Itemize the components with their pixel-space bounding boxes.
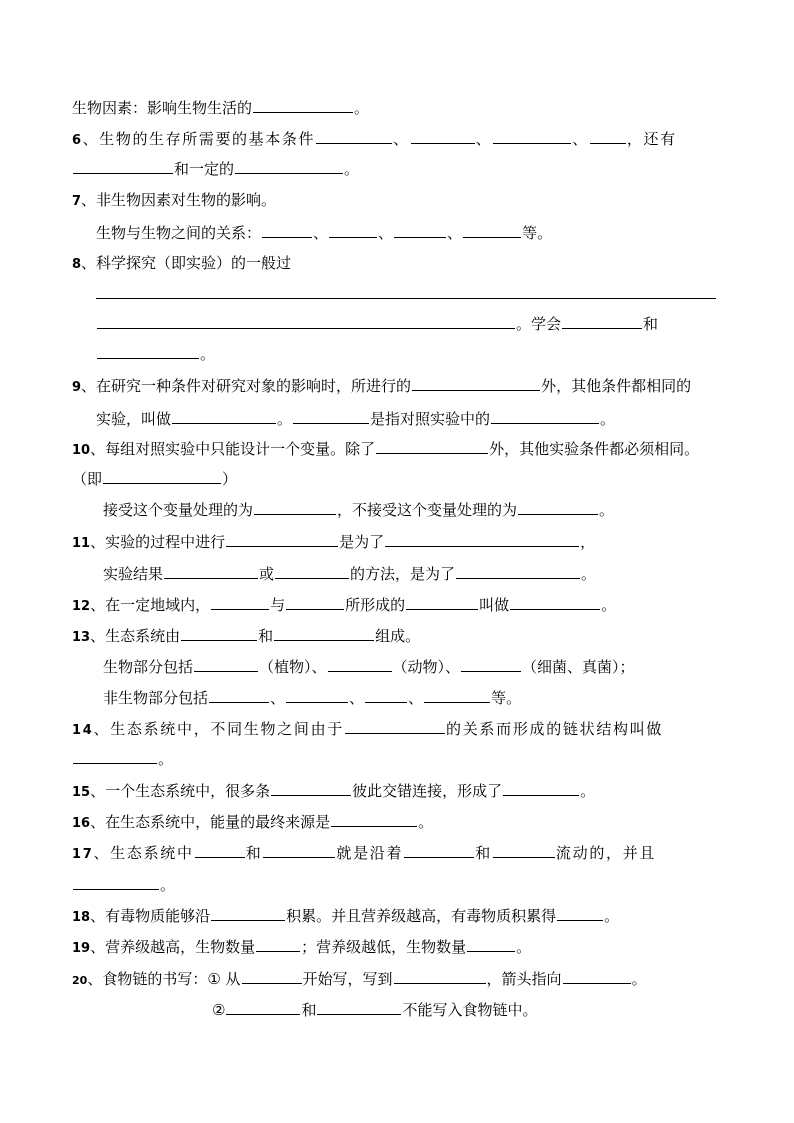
blank[interactable] xyxy=(286,592,344,610)
text: 。 xyxy=(516,938,532,956)
text: 。 xyxy=(604,907,620,925)
text: 接受这个变量处理的为 xyxy=(103,501,254,519)
q8-line1 xyxy=(72,251,291,275)
q9-line2 xyxy=(96,406,615,430)
text: 。 xyxy=(158,750,174,768)
q17-line1 xyxy=(72,840,656,864)
text: 、 xyxy=(572,130,589,148)
text: 、营养级越高，生物数量 xyxy=(90,938,256,956)
blank[interactable] xyxy=(331,809,417,827)
text: 是为了 xyxy=(339,533,385,551)
blank[interactable] xyxy=(256,934,300,952)
text: 、 xyxy=(393,130,410,148)
blank[interactable] xyxy=(226,997,300,1015)
question-number: 18 xyxy=(72,910,91,925)
text: 、食物链的书写：① 从 xyxy=(87,970,241,988)
blank[interactable] xyxy=(562,311,642,329)
text: 。 xyxy=(631,970,647,988)
q16-line xyxy=(72,809,433,833)
text: ） xyxy=(222,470,238,488)
blank[interactable] xyxy=(328,654,392,672)
question-number: 11 xyxy=(72,536,91,551)
blank[interactable] xyxy=(461,654,521,672)
text: （动物）、 xyxy=(392,658,461,676)
text: 、在研究一种条件对研究对象的影响时，所进行的 xyxy=(81,377,412,395)
text: 。 xyxy=(580,782,596,800)
blank[interactable] xyxy=(271,778,351,796)
text: 、有毒物质能够沿 xyxy=(90,907,211,925)
question-number: 6 xyxy=(72,133,83,148)
blank[interactable] xyxy=(412,373,540,391)
q14-line1 xyxy=(72,716,663,740)
question-number: 7 xyxy=(72,194,82,209)
text: 等。 xyxy=(491,689,522,707)
text: 和一定的 xyxy=(174,160,235,178)
text: 。 xyxy=(277,410,293,428)
blank[interactable] xyxy=(456,561,580,579)
blank[interactable] xyxy=(97,311,515,329)
question-number: 8 xyxy=(72,257,82,272)
blank[interactable] xyxy=(385,529,579,547)
text: 非生物部分包括 xyxy=(103,689,209,707)
blank[interactable] xyxy=(404,840,474,858)
text: 。 xyxy=(354,99,370,117)
text: 就是沿着 xyxy=(336,844,404,862)
text: 、 xyxy=(349,689,365,707)
question-number: 12 xyxy=(72,599,91,614)
text: 等。 xyxy=(522,224,553,242)
q10-line2 xyxy=(72,466,237,490)
text: 或 xyxy=(259,565,275,583)
text: 。 xyxy=(600,410,616,428)
text: 、 xyxy=(408,689,424,707)
text: 所形成的 xyxy=(345,596,406,614)
text: 外，其他实验条件都必须相同。 xyxy=(489,440,700,458)
blank[interactable] xyxy=(209,685,269,703)
q13-line1 xyxy=(72,623,420,647)
blank[interactable] xyxy=(424,685,490,703)
text: 叫做 xyxy=(479,596,510,614)
text: 、科学探究（即实验）的一般过 xyxy=(81,254,292,272)
q15-line xyxy=(72,778,595,802)
blank[interactable] xyxy=(181,623,257,641)
text: 开始写，写到 xyxy=(302,970,393,988)
q7-line1 xyxy=(72,188,276,212)
blank[interactable] xyxy=(493,126,571,144)
q14-line2 xyxy=(72,746,173,770)
q18-line xyxy=(72,903,619,927)
blank[interactable] xyxy=(73,746,157,764)
text: 、每组对照实验中只能设计一个变量。除了 xyxy=(90,440,376,458)
blank[interactable] xyxy=(394,220,446,238)
text: 、 xyxy=(270,689,286,707)
blank[interactable] xyxy=(293,406,369,424)
q19-line xyxy=(72,934,531,958)
text: 、非生物因素对生物的影响。 xyxy=(81,191,277,209)
text: ，箭头指向 xyxy=(486,970,562,988)
blank[interactable] xyxy=(563,966,631,984)
text: 、 xyxy=(378,224,394,242)
text: 彼此交错连接，形成了 xyxy=(352,782,503,800)
blank[interactable] xyxy=(463,220,521,238)
text: 与 xyxy=(270,596,286,614)
text: 生物与生物之间的关系： xyxy=(96,224,262,242)
q10-line3 xyxy=(103,497,614,521)
text: 、 xyxy=(313,224,329,242)
text: 积累。并且营养级越高，有毒物质积累得 xyxy=(286,907,557,925)
q11-line2 xyxy=(103,561,596,585)
blank[interactable] xyxy=(97,341,199,359)
text: 、在生态系统中，能量的最终来源是 xyxy=(90,813,331,831)
q13-line2 xyxy=(103,654,635,678)
q8-full-blank[interactable] xyxy=(96,298,716,299)
text: 。学会 xyxy=(516,315,562,333)
text: 流动的，并且 xyxy=(555,844,657,862)
q10-line1 xyxy=(72,436,699,460)
text: 实验结果 xyxy=(103,565,164,583)
blank[interactable] xyxy=(262,220,312,238)
blank[interactable] xyxy=(73,156,173,174)
text: 是指对照实验中的 xyxy=(370,410,491,428)
text: ， xyxy=(580,533,596,551)
blank[interactable] xyxy=(376,436,488,454)
blank[interactable] xyxy=(317,997,401,1015)
text: 、 xyxy=(475,130,493,148)
text: 、生态系统中，不同生物之间由于 xyxy=(93,720,345,738)
text: 不能写入食物链中。 xyxy=(402,1001,538,1019)
blank[interactable] xyxy=(590,126,626,144)
text: 和 xyxy=(475,844,492,862)
blank[interactable] xyxy=(510,592,600,610)
blank[interactable] xyxy=(406,592,478,610)
blank[interactable] xyxy=(226,529,338,547)
text: ；营养级越低，生物数量 xyxy=(301,938,467,956)
text: 和 xyxy=(245,844,263,862)
blank[interactable] xyxy=(286,685,348,703)
blank[interactable] xyxy=(194,654,258,672)
text: 、生态系统中 xyxy=(93,844,194,862)
text: 。 xyxy=(418,813,434,831)
blank[interactable] xyxy=(467,934,515,952)
question-number: 20 xyxy=(72,974,88,987)
text: 和 xyxy=(258,627,274,645)
question-number: 16 xyxy=(72,816,91,831)
blank[interactable] xyxy=(253,95,353,113)
question-number: 17 xyxy=(72,847,94,862)
blank[interactable] xyxy=(275,561,349,579)
text: 生物因素：影响生物生活的 xyxy=(72,99,253,117)
blank[interactable] xyxy=(329,220,377,238)
text: 生物部分包括 xyxy=(103,658,194,676)
blank[interactable] xyxy=(195,840,245,858)
blank[interactable] xyxy=(235,156,343,174)
text: 。 xyxy=(601,596,617,614)
q11-line1 xyxy=(72,529,595,553)
text: ，还有 xyxy=(626,130,677,148)
q20-line1 xyxy=(72,966,647,990)
question-number: 10 xyxy=(72,443,91,458)
text: 。 xyxy=(581,565,597,583)
text: （植物）、 xyxy=(259,658,327,676)
blank[interactable] xyxy=(491,406,599,424)
text: 外，其他条件都相同的 xyxy=(541,377,692,395)
text: 。 xyxy=(344,160,360,178)
text: 、生态系统由 xyxy=(90,627,181,645)
text: 、在一定地域内， xyxy=(90,596,211,614)
q8-line3 xyxy=(96,311,658,335)
blank[interactable] xyxy=(211,592,269,610)
question-number: 19 xyxy=(72,941,91,956)
blank[interactable] xyxy=(73,872,159,890)
q17-line2 xyxy=(72,872,175,896)
question-number: 14 xyxy=(72,723,94,738)
text: ，不接受这个变量处理的为 xyxy=(337,501,518,519)
text: 、 xyxy=(447,224,463,242)
blank[interactable] xyxy=(503,778,579,796)
text: ② xyxy=(212,1001,226,1019)
text: 、一个生态系统中，很多条 xyxy=(90,782,271,800)
text: （细菌、真菌）； xyxy=(522,658,635,676)
blank[interactable] xyxy=(557,903,603,921)
text: 和 xyxy=(301,1001,317,1019)
text: 、生物的生存所需要的基本条件 xyxy=(82,130,316,148)
text: 、实验的过程中进行 xyxy=(90,533,226,551)
question-number: 9 xyxy=(72,380,82,395)
q20-line2 xyxy=(212,997,537,1021)
text: 的方法，是为了 xyxy=(350,565,456,583)
blank[interactable] xyxy=(365,685,407,703)
q12-line xyxy=(72,592,616,616)
text: 实验，叫做 xyxy=(96,410,172,428)
blank[interactable] xyxy=(254,497,336,515)
blank[interactable] xyxy=(493,840,555,858)
text: 和 xyxy=(643,315,659,333)
q13-line3 xyxy=(103,685,521,709)
question-number: 15 xyxy=(72,785,91,800)
blank[interactable] xyxy=(263,840,335,858)
blank[interactable] xyxy=(103,466,221,484)
blank[interactable] xyxy=(164,561,258,579)
q6-line2 xyxy=(72,156,359,180)
blank[interactable] xyxy=(211,903,285,921)
blank[interactable] xyxy=(316,126,392,144)
blank[interactable] xyxy=(345,716,445,734)
blank[interactable] xyxy=(518,497,598,515)
text: 。 xyxy=(599,501,615,519)
text: 组成。 xyxy=(375,627,421,645)
q5-biotic-line xyxy=(72,95,369,119)
q9-line1 xyxy=(72,373,691,397)
blank[interactable] xyxy=(242,966,302,984)
blank[interactable] xyxy=(274,623,374,641)
question-number: 13 xyxy=(72,630,91,645)
q7-line2 xyxy=(96,220,552,244)
text: 。 xyxy=(200,345,216,363)
text: 。 xyxy=(160,876,176,894)
text: 的关系而形成的链状结构叫做 xyxy=(446,720,664,738)
text: （即 xyxy=(72,470,103,488)
blank[interactable] xyxy=(172,406,276,424)
blank[interactable] xyxy=(411,126,475,144)
q8-line4 xyxy=(96,341,215,365)
q6-line1 xyxy=(72,126,677,150)
blank[interactable] xyxy=(394,966,486,984)
